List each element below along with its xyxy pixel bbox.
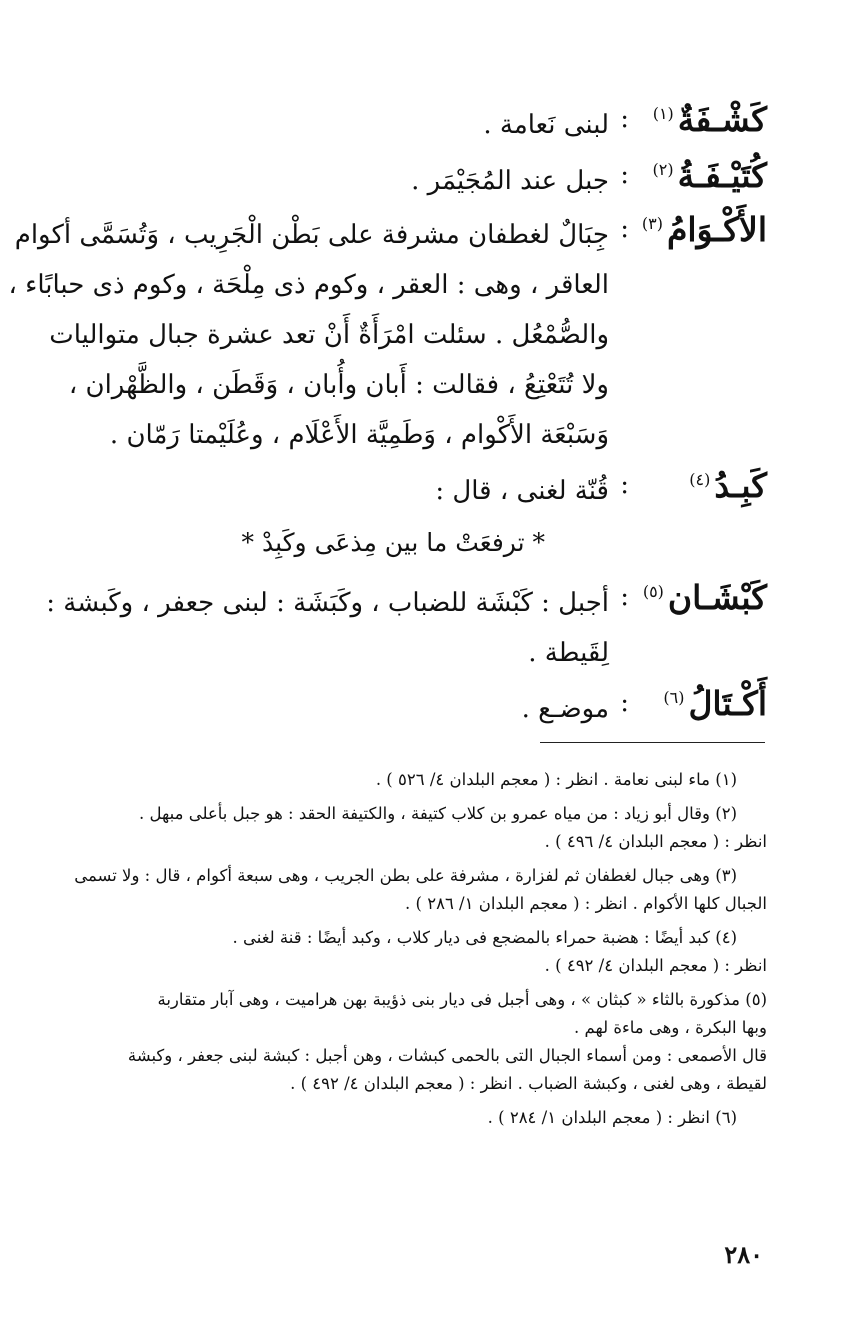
footnote-ref: (٤) — [689, 470, 711, 489]
footnote-line: انظر : ( معجم البلدان ٤/ ٤٩٦ ) . — [544, 832, 767, 851]
footnote-line: وبها البكرة ، وهى ماءة لهم . — [574, 1018, 767, 1037]
entry-headword: كُتَيْـفَـةُ$^{(٢)}$ — [652, 156, 767, 195]
entry-headword: أَكْـتَالُ$^{(٦)}$ — [663, 684, 767, 723]
footnote-line: (١) ماء لبنى نعامة . انظر : ( معجم البلدان ٤/ ٥٢٦ ) . — [375, 770, 737, 789]
entry-definition — [89, 684, 609, 734]
entry-definition — [89, 156, 609, 206]
footnotes — [74, 766, 767, 1132]
entry-kashfa — [0, 100, 855, 150]
definition-line: والصُّمْعُل . سئلت امْرَأَةٌ أَنْ تعد عشرة جبال متواليات — [49, 320, 609, 350]
definition-line: جبل عند المُجَيْمَر . — [411, 166, 609, 196]
entry-headword: كَبْشَـان$^{(٥)}$ — [642, 578, 767, 617]
entry-definition — [46, 578, 609, 678]
entry-kutayfa — [0, 156, 855, 206]
definition-line: أجبل : كَبْشَة للضباب ، وكَبَشَة : لبنى جعفر ، وكَبشة : — [46, 588, 609, 618]
verse — [0, 520, 855, 570]
footnote-ref: (٥) — [642, 582, 664, 601]
entry-definition — [8, 210, 609, 460]
colon: : — [620, 104, 629, 134]
footnote-line: (٤) كبد أيضًا : هضبة حمراء بالمضجع فى ديار كلاب ، وكبد أيضًا : قنة لغنى . — [232, 928, 737, 947]
entry-headword: كَبِـدُ$^{(٤)}$ — [689, 466, 767, 505]
footnote-line: (٦) انظر : ( معجم البلدان ١/ ٢٨٤ ) . — [487, 1108, 737, 1127]
footnote-line: (٣) وهى جبال لغطفان ثم لفزارة ، مشرفة على بطن الجريب ، وهى سبعة أكوام ، قال : ولا تسمى — [74, 866, 737, 885]
definition-line: لِقَيطة . — [528, 638, 609, 668]
definition-line: لبنى نَعامة . — [483, 110, 609, 140]
entry-kabshan — [0, 578, 855, 678]
definition-line: وَسَبْعَة الأَكْوام ، وَطَمِيَّة الأَعْلَام ، وعُلَيْمتا رَمّان . — [109, 420, 609, 450]
footnote-line: (٥) مذكورة بالثاء « كبثان » ، وهى أجبل فى ديار بنى ذؤيبة بهن هراميت ، وهى آبار متقاربة — [157, 990, 767, 1009]
entry-headword: الأَكْـوَامُ$^{(٣)}$ — [641, 210, 767, 249]
footnote-ref: (١) — [652, 104, 674, 123]
footnote-line: (٢) وقال أبو زياد : من مياه عمرو بن كلاب كتيفة ، والكتيفة الحقد : هو جبل بأعلى مبهل . — [139, 804, 737, 823]
definition-line: جِبَالٌ لغطفان مشرفة على بَطْن الْجَرِيب ، وَتُسَمَّى أكوام — [14, 220, 609, 250]
definition-line: العاقر ، وهى : العقر ، وكوم ذى مِلْحَة ، وكوم ذى حبابًاء ، — [8, 270, 609, 300]
entry-al-akwam — [0, 210, 855, 460]
colon: : — [620, 470, 629, 500]
footnote-ref: (٢) — [652, 160, 674, 179]
footnote-line: قال الأصمعى : ومن أسماء الجبال التى بالحمى كبشات ، وهن أجبل : كبشة لبنى جعفر ، وكبشة — [127, 1046, 767, 1065]
entry-definition — [89, 100, 609, 150]
footnote-line: انظر : ( معجم البلدان ٤/ ٤٩٢ ) . — [544, 956, 767, 975]
footnote-line: الجبال كلها الأكوام . انظر : ( معجم البلدان ١/ ٢٨٦ ) . — [405, 894, 767, 913]
definition-line: موضـع . — [521, 694, 609, 724]
colon: : — [620, 160, 629, 190]
colon: : — [620, 582, 629, 612]
entry-aktal — [0, 684, 855, 734]
verse-line: * ترفعَتْ ما بين مِذعَى وكَبِدْ * — [241, 528, 545, 557]
footnote-ref: (٦) — [663, 688, 685, 707]
entry-definition — [89, 466, 609, 516]
entry-headword: كَشْـفَةٌ$^{(١)}$ — [652, 100, 767, 139]
footnote-separator — [540, 742, 765, 743]
definition-line: قُنّة لغنى ، قال : — [435, 476, 609, 506]
colon: : — [620, 688, 629, 718]
definition-line: ولا تُتَعْتِعُ ، فقالت : أَبان وأُبان ، وَقَطَن ، والظَّهْران ، — [68, 370, 609, 400]
footnote-ref: (٣) — [641, 214, 663, 233]
page-number: ٢٨٠ — [724, 1240, 763, 1269]
colon: : — [620, 214, 629, 244]
entry-kabid — [0, 466, 855, 516]
footnote-line: لقيطة ، وهى لغنى ، وكبشة الضباب . انظر : ( معجم البلدان ٤/ ٤٩٢ ) . — [290, 1074, 767, 1093]
